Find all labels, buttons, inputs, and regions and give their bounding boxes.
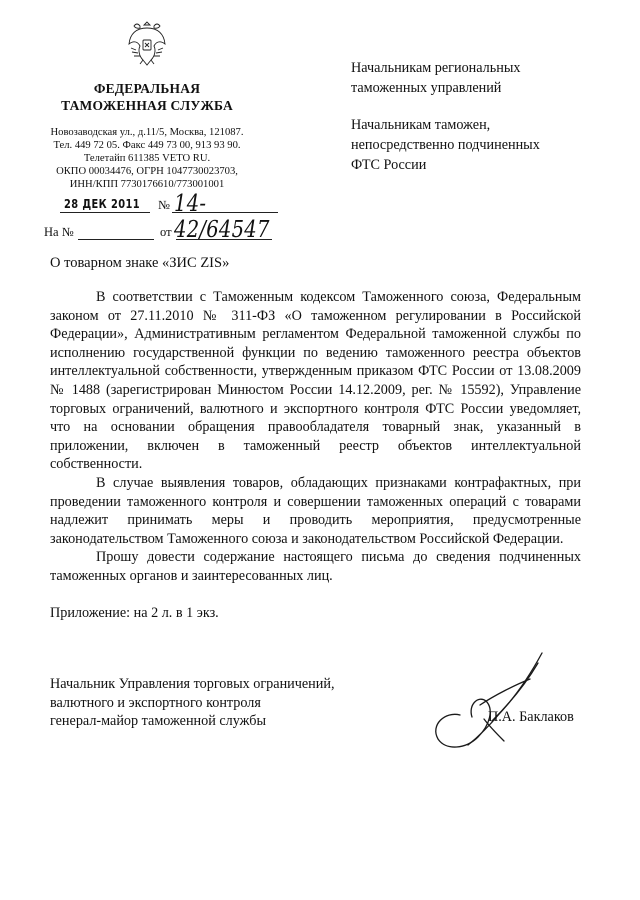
reference-row [44, 225, 284, 241]
addressee-line: ФТС России [351, 157, 427, 173]
org-name-line: ФЕДЕРАЛЬНАЯ [93, 81, 201, 96]
addressee-customs [351, 115, 611, 175]
address-line: Новозаводская ул., д.11/5, Москва, 121087. [50, 127, 244, 138]
registration-number: 14-42/64547 [174, 191, 270, 243]
address-line: ИНН/КПП 7730176610/773001001 [69, 179, 225, 190]
letter-subject: О товарном знаке «ЗИС ZIS» [50, 255, 230, 271]
addressee-line: Начальникам таможен, [351, 117, 491, 133]
attachment-note: Приложение: на 2 л. в 1 экз. [50, 605, 219, 621]
number-underline [172, 212, 278, 213]
body-paragraph: Прошу довести содержание настоящего письма до сведения подчиненных таможенных органов и заинтересованных лиц. [50, 549, 581, 584]
org-name-line: ТАМОЖЕННАЯ СЛУЖБА [61, 98, 233, 113]
reference-number-label: На № [44, 225, 74, 239]
letter-body [50, 288, 581, 586]
reference-date-line [176, 239, 272, 240]
organization-name [40, 80, 254, 114]
addressee-line: Начальникам региональных [351, 60, 521, 76]
position-line: Начальник Управления торговых ограничений, [50, 676, 335, 692]
address-line: Телетайп 611385 VETO RU. [83, 153, 211, 164]
body-paragraph: В соответствии с Таможенным кодексом Таможенного союза, Федеральным законом от 27.11.2010 № 311-ФЗ «О таможенном регулировании в Российской Федерации», Административным регламентом Федеральной таможенной службы по исполнению государственной функции по ведению таможенного реестра объектов интеллектуальной собственности, утвержденным приказом ФТС России от 13.08.2009 № 1488 (зарегистрирован Минюстом России 14.12.2009, рег. № 15592), Управление торговых ограничений, валютного и экспортного контроля ФТС России уведомляет, что на основании обращения правообладателя товарный знак, указанный в приложении, включен в таможенный реестр объектов интеллектуальной собственности. [50, 289, 581, 473]
reference-number-line [78, 239, 154, 240]
addressee-regional [351, 58, 611, 98]
body-paragraph: В случае выявления товаров, обладающих признаками контрафактных, при проведении таможенного контроля и совершении таможенных операций с товарами надлежит принимать меры и проводить мероприятия, предусмотренные законодательством Таможенного союза и законодательством Российской Федерации. [50, 474, 581, 547]
handwritten-signature-icon [420, 645, 570, 755]
address-line: Тел. 449 72 05. Факс 449 73 00, 913 93 90. [53, 140, 241, 151]
signer-name: П.А. Баклаков [488, 709, 574, 725]
signer-position [50, 675, 335, 731]
position-line: валютного и экспортного контроля [50, 694, 261, 711]
addressee-line: непосредственно подчиненных [351, 137, 540, 153]
registration-number-label: № [158, 198, 170, 212]
position-line: генерал-майор таможенной службы [50, 713, 267, 730]
organization-address [30, 126, 264, 191]
addressee-line: таможенных управлений [351, 80, 502, 96]
reference-date-label: от [160, 225, 172, 239]
date-underline [60, 212, 150, 213]
address-line: ОКПО 00034476, ОГРН 1047730023703, [56, 166, 238, 177]
registration-date-stamp: 28 ДЕК 2011 [64, 197, 140, 211]
russian-coat-of-arms-icon [126, 18, 168, 68]
